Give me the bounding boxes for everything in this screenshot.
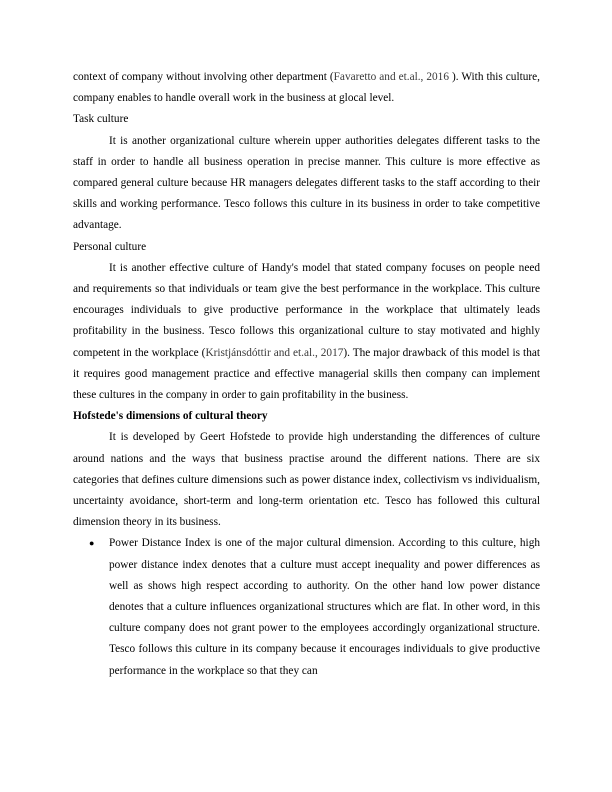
paragraph-text: ). The major drawback of this model is that it requires good management practice and effective managerial skills then company can implement these cultures in the company in order to gain profitability in the business. — [73, 346, 540, 402]
list-item — [73, 533, 540, 681]
task-culture-heading: Task culture — [73, 113, 129, 126]
citation: Favaretto and et.al., 2016 — [333, 71, 449, 83]
personal-culture-paragraph — [73, 258, 540, 406]
citation: Kristjánsdóttir and et.al., 2017 — [205, 346, 344, 359]
hofstede-heading: Hofstede's dimensions of cultural theory — [73, 410, 268, 423]
personal-culture-heading: Personal culture — [73, 240, 147, 253]
paragraph-text: It is another effective culture of Handy's model that stated company focuses on people need and requirements so that individuals or team give the best performance in the workplace. This culture encourages individuals to give productive performance in the workplace that ultimately leads profitability in the business. Tesco follows this organizational culture to stay motivated and highly competent in the workplace ( — [73, 261, 540, 359]
task-culture-paragraph: It is another organizational culture wherein upper authorities delegates different tasks to the staff in order to handle all business operation in precise manner. This culture is more effective as compared general culture because HR managers delegates different tasks to the staff according to their skills and working performance. Tesco follows this culture in its business in order to take competitive advantage. — [73, 134, 540, 232]
paragraph-text: context of company without involving other department ( — [73, 71, 334, 83]
hofstede-paragraph: It is developed by Geert Hofstede to provide high understanding the differences of culture around nations and the ways that business practise around the different nations. There are six categories that defines culture dimensions such as power distance index, collectivism vs individualism, uncertainty avoidance, short-term and long-term orientation etc. Tesco has followed this cultural dimension theory in its business. — [73, 431, 540, 529]
bullet-icon: ● — [89, 538, 95, 549]
list-item-text: Power Distance Index is one of the major cultural dimension. According to this culture, high power distance index denotes that a culture must accept inequality and power differences as well as shows high respect according to authority. On the other hand low power distance denotes that a culture influences organizational structures which are flat. In other word, in this culture company does not grant power to the employees accordingly organizational structure. Tesco follows this culture in its company because it encourages individuals to give productive performance in the workplace so that they can — [109, 537, 540, 677]
paragraph-text: ). With this culture, company enables to handle overall work in the business at glocal level. — [73, 71, 540, 105]
paragraph-continuation — [73, 67, 540, 109]
dimension-list — [73, 533, 540, 681]
